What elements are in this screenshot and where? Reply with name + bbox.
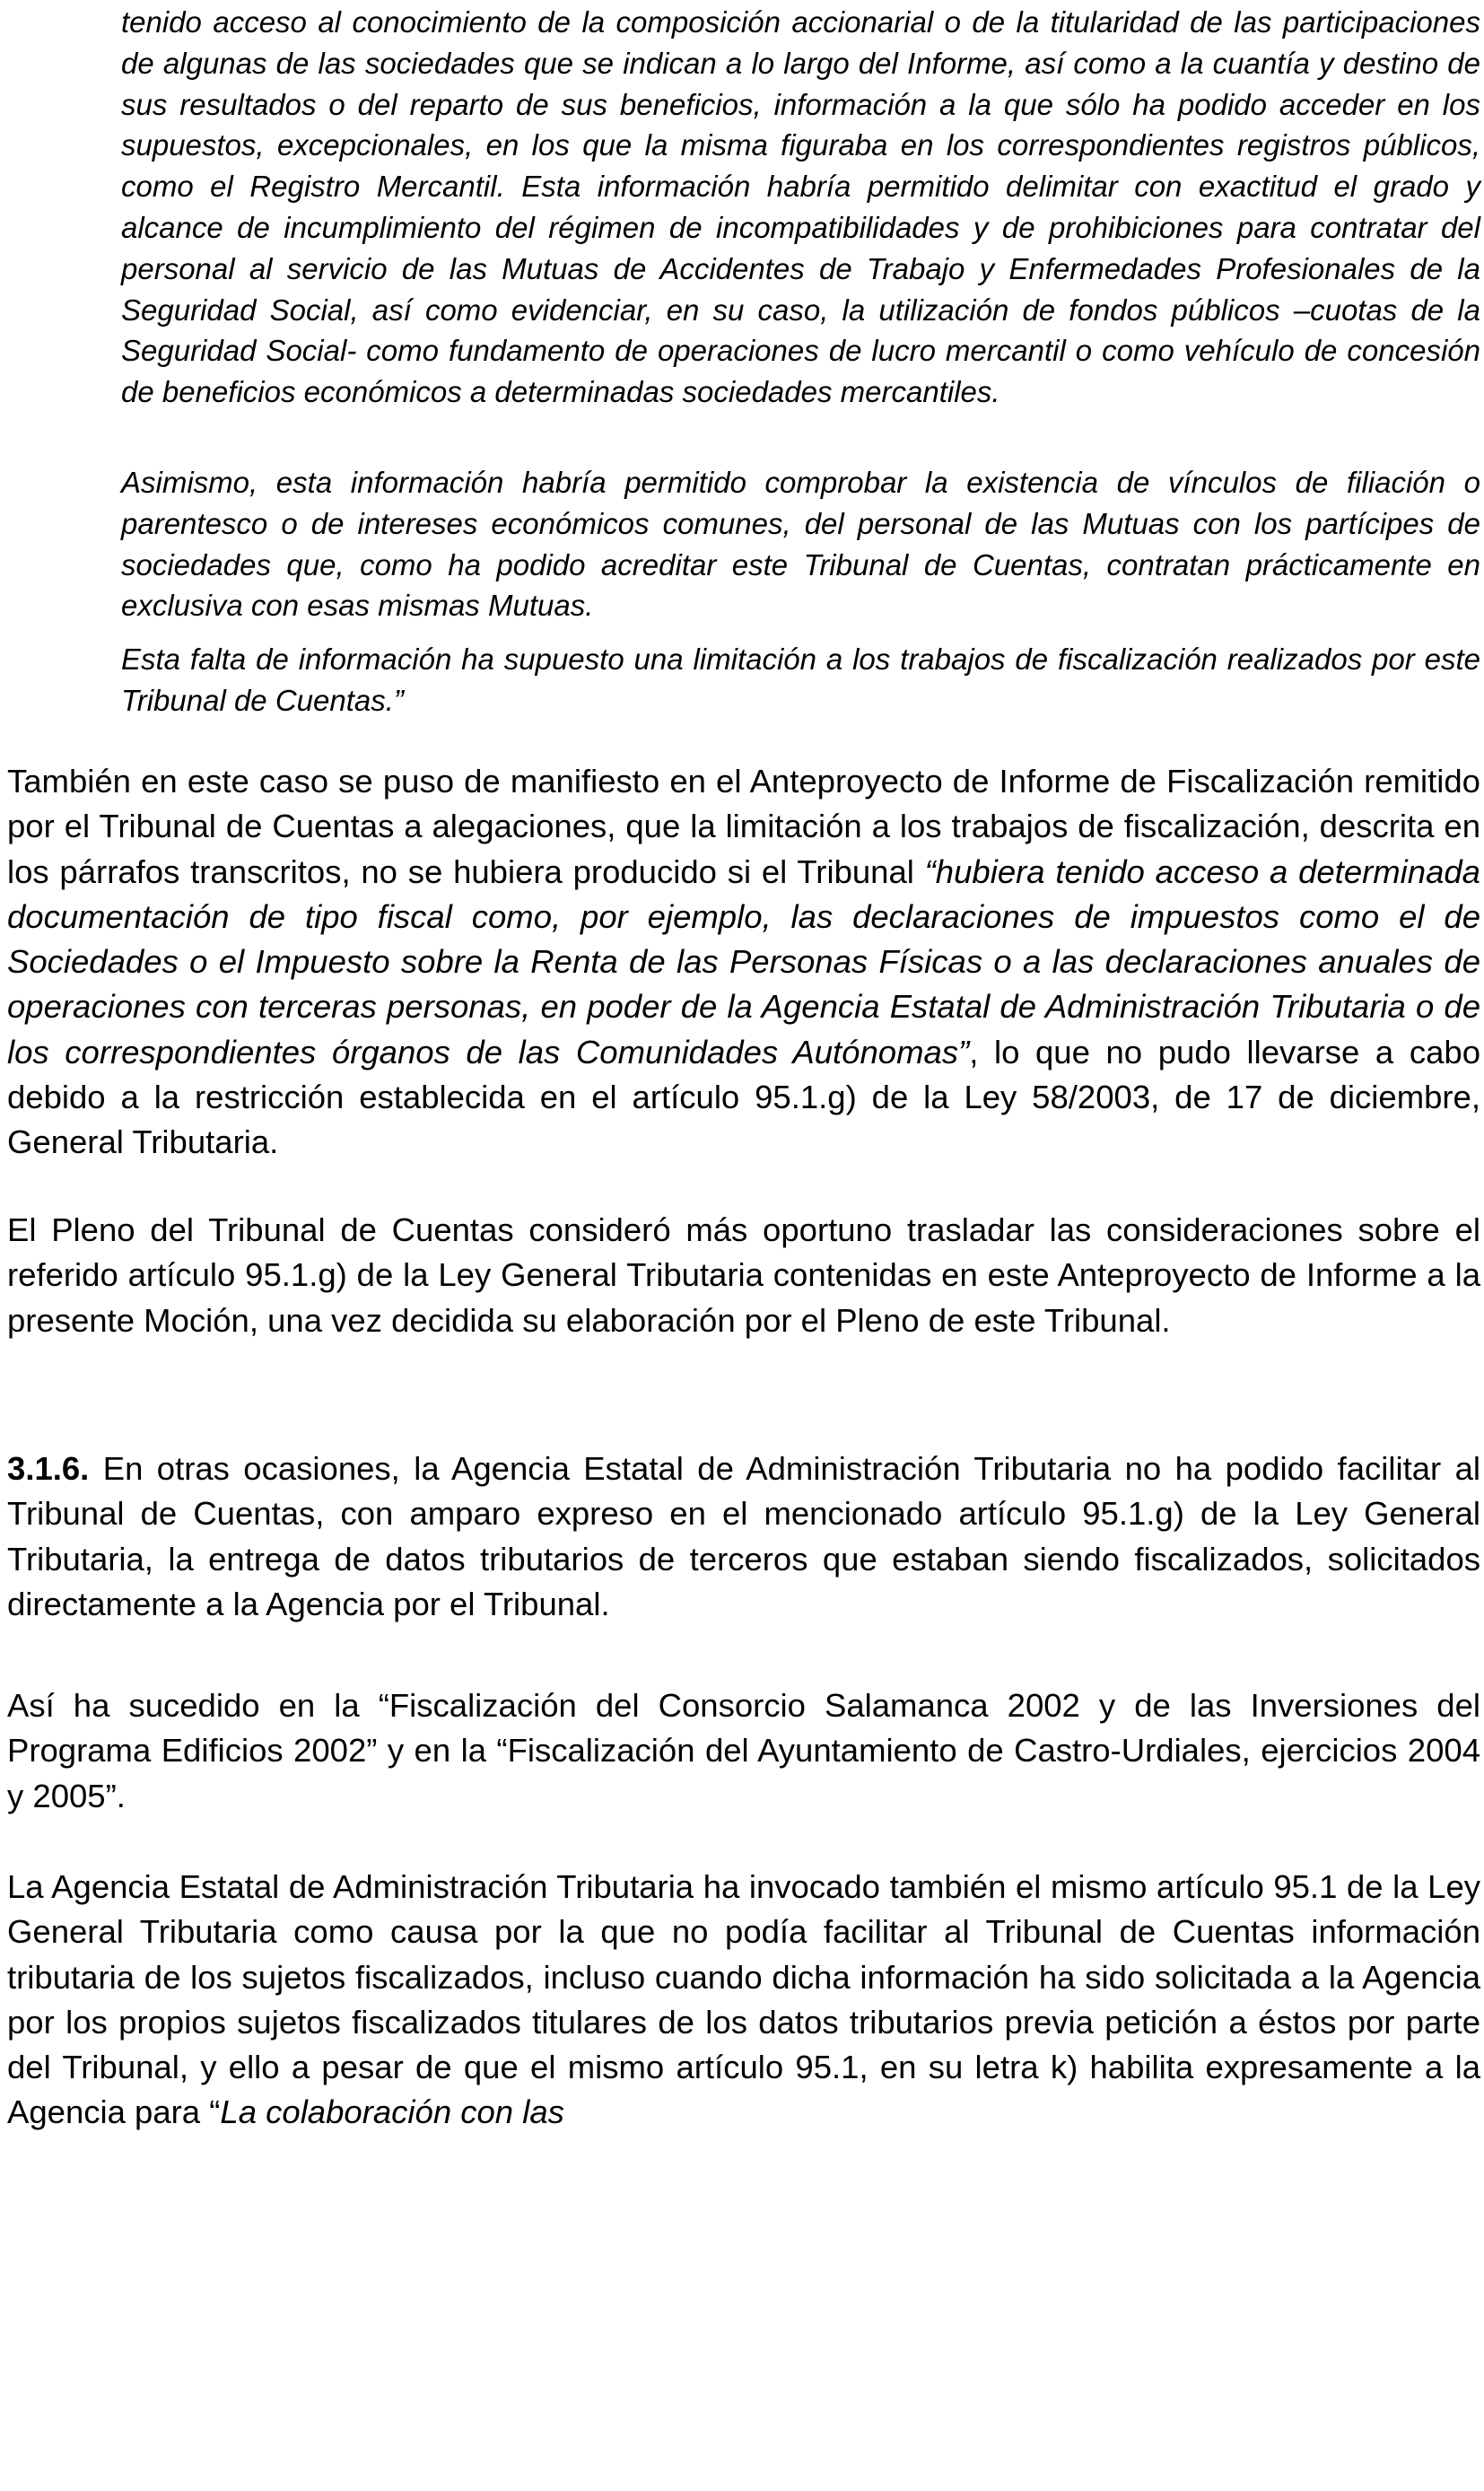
quote-paragraph-3: Esta falta de información ha supuesto una limitación a los trabajos de fiscalización realizados por este Tribunal de Cuentas.” (121, 642, 1480, 717)
section-3-1-6-text: En otras ocasiones, la Agencia Estatal de Administración Tributaria no ha podido facilitar al Tribunal de Cuentas, con amparo expreso en el mencionado artículo 95.1.g) de la Ley General Tributaria, la entrega de datos tributarios de terceros que estaban siendo fiscalizados, solicitados directamente a la Agencia por el Tribunal. (7, 1450, 1480, 1622)
section-number: 3.1.6. (7, 1450, 90, 1487)
body-paragraph-agency (7, 1865, 1480, 2136)
quote-paragraph-1: tenido acceso al conocimiento de la composición accionarial o de la titularidad de las participaciones de algunas de las sociedades que se indican a lo largo del Informe, así como a la cuantía y destino de sus resultados o del reparto de sus beneficios, información a la que sólo ha podido acceder en los supuestos, excepcionales, en los que la misma figuraba en los correspondientes registros públicos, como el Registro Mercantil. Esta información habría permitido delimitar con exactitud el grado y alcance de incumplimiento del régimen de incompatibilidades y de prohibiciones para contratar del personal al servicio de las Mutuas de Accidentes de Trabajo y Enfermedades Profesionales de la Seguridad Social, así como evidenciar, en su caso, la utilización de fondos públicos –cuotas de la Seguridad Social- como fundamento de operaciones de lucro mercantil o como vehículo de concesión de beneficios económicos a determinadas sociedades mercantiles. (121, 5, 1480, 409)
quoted-law-excerpt: La colaboración con las (220, 2093, 564, 2131)
body-paragraph-limitation-end: , lo que no pudo llevarse a cabo debido a la restricción establecida en el artículo 95.1.g) de la Ley 58/2003, de 17 de diciembre, General Tributaria. (7, 1033, 1480, 1161)
body-paragraph-limitation-start: También en este caso se puso de manifiesto en el Anteproyecto de Informe de Fiscalización remitido por el Tribunal de Cuentas a alegaciones, que la limitación a los trabajos de fiscalización, descrita en los párrafos transcritos, no se hubiera producido si el Tribunal (7, 763, 1480, 890)
quote-paragraph-2: Asimismo, esta información habría permitido comprobar la existencia de vínculos de filiación o parentesco o de intereses económicos comunes, del personal de las Mutuas con los partícipes de sociedades que, como ha podido acreditar este Tribunal de Cuentas, contratan prácticamente en exclusiva con esas mismas Mutuas. (121, 466, 1480, 623)
quoted-citation: “hubiera tenido acceso a determinada documentación de tipo fiscal como, por ejemplo, las declaraciones de impuestos como el de Sociedades o el Impuesto sobre la Renta de las Personas Físicas o a las declaraciones anuales de operaciones con terceras personas, en poder de la Agencia Estatal de Administración Tributaria o de los correspondientes órganos de las Comunidades Autónomas” (7, 852, 1480, 1071)
section-3-1-6-paragraph (7, 1447, 1480, 1627)
body-paragraph-agency-start: La Agencia Estatal de Administración Tributaria ha invocado también el mismo artículo 95.1 de la Ley General Tributaria como causa por la que no podía facilitar al Tribunal de Cuentas información tributaria de los sujetos fiscalizados, incluso cuando dicha información ha sido solicitada a la Agencia por los propios sujetos fiscalizados titulares de los datos tributarios previa petición a éstos por parte del Tribunal, y ello a pesar de que el mismo artículo 95.1, en su letra k) habilita expresamente a la Agencia para “ (7, 1868, 1480, 2131)
body-paragraph-pleno: El Pleno del Tribunal de Cuentas consideró más oportuno trasladar las consideraciones sobre el referido artículo 95.1.g) de la Ley General Tributaria contenidas en este Anteproyecto de Informe a la presente Moción, una vez decidida su elaboración por el Pleno de este Tribunal. (7, 1211, 1480, 1339)
body-paragraph-examples: Así ha sucedido en la “Fiscalización del Consorcio Salamanca 2002 y de las Inversiones del Programa Edificios 2002” y en la “Fiscalización del Ayuntamiento de Castro-Urdiales, ejercicios 2004 y 2005”. (7, 1687, 1480, 1814)
body-paragraph-limitation (7, 759, 1480, 1166)
